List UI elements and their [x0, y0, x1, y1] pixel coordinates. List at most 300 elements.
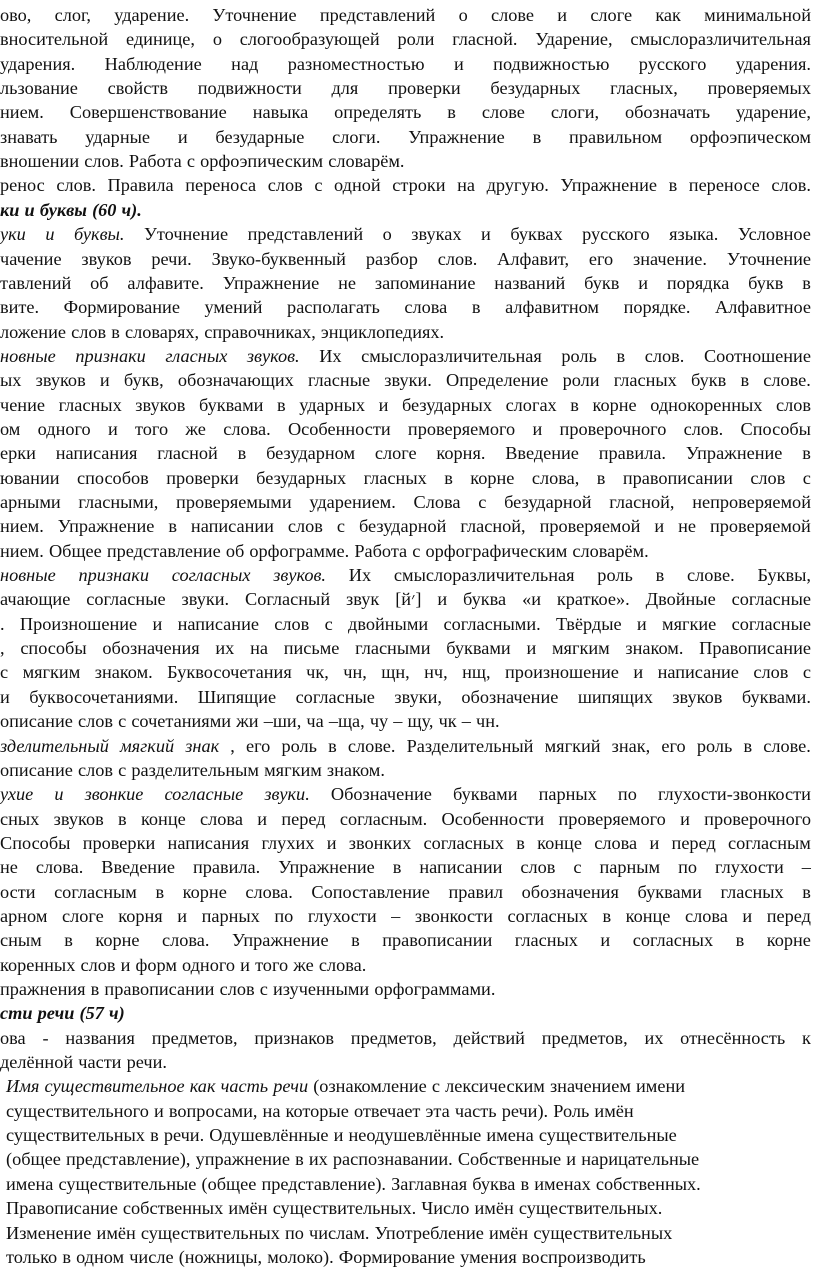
word: умений	[204, 297, 263, 318]
word: «и	[522, 589, 541, 610]
word: слов.	[437, 248, 478, 269]
word: молоко).	[267, 1246, 334, 1267]
word: и	[638, 272, 648, 293]
word: букв	[691, 370, 727, 391]
word: новные	[0, 345, 56, 366]
text-line	[6, 1098, 811, 1124]
word: в	[740, 370, 750, 391]
word: Употребление	[374, 1222, 484, 1243]
word: речи).	[501, 1100, 549, 1121]
word: в	[168, 516, 177, 537]
word: в	[743, 735, 753, 756]
word: имён	[488, 1222, 529, 1243]
word: обозначения	[521, 881, 619, 902]
word: и	[481, 224, 491, 245]
word: вопросами,	[168, 1100, 258, 1121]
word: слогах	[505, 394, 557, 415]
word: корня	[118, 905, 163, 926]
word: существительных.	[272, 1198, 417, 1219]
word: написании	[190, 516, 274, 537]
word: одной	[334, 175, 381, 196]
word: слов	[287, 516, 323, 537]
word: проверки	[166, 467, 239, 488]
word: единице,	[126, 29, 195, 50]
word: знаком.	[94, 662, 153, 683]
word: слоге	[61, 905, 104, 926]
word: и	[99, 370, 110, 391]
word: корне	[592, 394, 637, 415]
word: предметов,	[350, 1027, 437, 1048]
word: слов.	[84, 151, 124, 172]
word: слог,	[54, 5, 91, 25]
word: –ща,	[328, 711, 365, 732]
word: о	[212, 29, 222, 50]
word: в	[516, 832, 525, 853]
text-line	[0, 1049, 811, 1075]
word: слов	[77, 759, 113, 780]
word: согласным.	[339, 808, 428, 829]
word: чн.	[476, 711, 500, 732]
word: безударном	[266, 443, 356, 464]
text-line	[0, 26, 811, 52]
word: и	[557, 5, 568, 25]
word: признаки	[75, 345, 146, 366]
word: справочниках,	[204, 321, 316, 342]
word: и	[257, 808, 268, 829]
word: и	[326, 832, 337, 853]
word: значение.	[633, 248, 707, 269]
word: орфографическим	[425, 540, 568, 561]
word: проверяемой	[539, 516, 641, 537]
text-line	[0, 392, 811, 418]
text-line	[0, 2, 811, 28]
word: Звуко-буквенный	[211, 248, 346, 269]
word: чн,	[343, 662, 367, 683]
word: Работа	[354, 540, 408, 561]
word: –	[391, 905, 401, 926]
text-line	[0, 513, 811, 539]
word: собственных	[122, 1198, 224, 1219]
word: в	[616, 345, 626, 366]
word: их	[644, 1027, 664, 1048]
word: –	[393, 711, 403, 732]
word: согласных	[632, 930, 714, 951]
word: в	[277, 394, 286, 415]
word: речи.	[163, 1125, 205, 1146]
word: нием.	[0, 540, 44, 561]
text-line	[0, 343, 811, 369]
word: роль	[696, 735, 733, 756]
word: Совершенствование	[69, 102, 227, 123]
word: сочетаниями	[131, 711, 232, 732]
word: об	[225, 540, 245, 561]
word: и	[532, 418, 543, 439]
word: слоге	[374, 443, 417, 464]
word: Упражнение	[278, 857, 375, 878]
word: с	[802, 662, 811, 683]
word: в	[150, 1125, 159, 1146]
word: их	[308, 1149, 328, 1170]
text-line	[6, 1195, 811, 1221]
word: Особенности	[441, 808, 545, 829]
word: словарём.	[328, 151, 405, 172]
word: букв	[748, 272, 784, 293]
word: мягкий	[120, 735, 175, 756]
word: безударных	[401, 394, 492, 415]
word: имён	[594, 1100, 634, 1121]
word: описание	[0, 759, 73, 780]
text-line	[0, 148, 811, 174]
word: о	[458, 5, 468, 25]
word: в	[471, 297, 481, 318]
word: и	[453, 53, 464, 74]
word: роль	[281, 735, 317, 756]
word: слова.	[35, 857, 84, 878]
word: гласных	[514, 930, 578, 951]
word: и	[742, 905, 753, 926]
word: речи.	[151, 248, 192, 269]
word: слов.	[56, 175, 96, 196]
word: в	[351, 930, 360, 951]
text-line	[0, 903, 811, 929]
word: звонкости	[414, 905, 493, 926]
word: по	[617, 784, 637, 805]
word: написания	[167, 832, 250, 853]
word: гласной,	[609, 492, 675, 512]
word: Правописание	[699, 638, 811, 659]
word: чк	[438, 711, 457, 732]
word: слов	[274, 613, 310, 634]
word: -	[42, 1027, 49, 1048]
word: представление	[106, 540, 221, 561]
word: Особенности	[287, 418, 391, 439]
word: в	[655, 565, 665, 586]
word: слова.	[318, 954, 367, 975]
word: слов	[775, 394, 811, 415]
word: по	[284, 1222, 304, 1243]
word: и	[636, 613, 647, 634]
word: орфоэпическом	[689, 126, 811, 147]
word: и	[177, 905, 188, 926]
text-line	[0, 99, 811, 125]
word: значением	[549, 1076, 631, 1097]
word: Правописание	[6, 1198, 118, 1219]
word: с	[118, 759, 127, 780]
word: в	[570, 394, 579, 415]
word: ча	[306, 711, 324, 732]
word: ударных	[299, 394, 366, 415]
word: безударных	[490, 78, 581, 99]
word: буквами	[198, 394, 264, 415]
word: слова,	[531, 467, 580, 488]
text-line	[6, 1073, 811, 1099]
word: звуков	[35, 370, 86, 391]
text-line	[6, 1220, 811, 1246]
word: Буквосочетания	[167, 662, 292, 683]
text-line	[0, 611, 811, 637]
word: предметов,	[151, 1027, 238, 1048]
word: Одушевлённые	[209, 1125, 329, 1146]
word: собственных.	[595, 1173, 701, 1194]
word: и	[240, 954, 250, 975]
word: знак	[185, 735, 220, 756]
word: безударные	[215, 126, 305, 147]
word: ова	[0, 1027, 26, 1048]
word: –	[801, 857, 811, 878]
word: речи	[37, 1003, 75, 1024]
word: Уточнение	[143, 224, 229, 245]
text-line	[0, 294, 811, 320]
word: гласных	[165, 345, 228, 366]
word: написание	[177, 613, 259, 634]
text-line	[0, 952, 811, 978]
word: существительных	[6, 1125, 145, 1146]
text-line	[0, 806, 811, 832]
word: Обозначение	[330, 784, 432, 805]
word: согласных	[507, 905, 588, 926]
word: способы	[20, 638, 87, 659]
word: звуков	[81, 248, 132, 269]
word: на	[457, 175, 476, 196]
word: с	[478, 492, 487, 512]
word: чк,	[306, 662, 329, 683]
word: действий	[453, 1027, 525, 1048]
word: имён	[474, 1198, 514, 1219]
word: русского	[638, 53, 707, 74]
word: и	[177, 126, 188, 147]
text-line	[0, 465, 811, 491]
word: ом	[0, 418, 21, 439]
word: обозначающих	[177, 370, 294, 391]
word: его	[661, 735, 686, 756]
word: ,	[230, 735, 235, 756]
word: краткое».	[556, 589, 630, 610]
word: смыслоразличительная	[361, 345, 542, 366]
word: согласным	[54, 881, 137, 902]
text-line	[0, 1000, 811, 1026]
word: в	[295, 1149, 304, 1170]
word: Определение	[446, 370, 549, 391]
word: вношении	[0, 151, 80, 172]
word: же	[185, 418, 206, 439]
word: порядка	[666, 272, 730, 293]
word: Формирование	[338, 1246, 456, 1267]
word: жи	[236, 711, 259, 732]
word: сным	[0, 930, 42, 951]
word: однокоренных	[650, 394, 763, 415]
word: гласными,	[78, 492, 159, 512]
text-line	[0, 781, 811, 807]
word: описание	[0, 711, 73, 732]
word: чу	[369, 711, 389, 732]
word: порядке.	[623, 297, 691, 318]
word: имени	[636, 1076, 686, 1097]
word: перед	[281, 808, 326, 829]
word: проверки	[82, 832, 156, 853]
word: и	[153, 1100, 164, 1121]
word: чачение	[0, 248, 62, 269]
word: правописании	[382, 930, 493, 951]
word: Способы	[740, 418, 811, 439]
word: корне	[766, 930, 811, 951]
word: именах	[534, 1173, 591, 1194]
word: роли	[397, 29, 435, 50]
word: Двойные	[645, 589, 716, 610]
text-line	[0, 489, 811, 515]
word: –	[461, 711, 471, 732]
word: того	[255, 954, 289, 975]
word: Число	[421, 1198, 470, 1219]
word: согласные	[731, 613, 811, 634]
word: разделительным	[131, 759, 259, 780]
word: отнесённость	[680, 1027, 786, 1048]
text-line	[0, 879, 811, 905]
word: звонкие	[84, 784, 144, 805]
word: в	[155, 881, 165, 902]
word: часть	[454, 1100, 497, 1121]
word: роль	[561, 345, 597, 366]
word: роли	[562, 370, 600, 391]
word: буквами	[637, 881, 702, 902]
word: как	[655, 5, 681, 25]
text-line	[0, 684, 811, 710]
word: только	[6, 1246, 58, 1267]
word: представление),	[65, 1149, 191, 1170]
word: мягким	[22, 662, 81, 683]
text-line	[0, 586, 811, 612]
word: определять	[334, 102, 422, 123]
word: гласной	[157, 443, 218, 464]
word: слов.	[644, 345, 685, 366]
word: делённой	[0, 1052, 74, 1073]
word: слов.	[683, 418, 724, 439]
word: и	[107, 418, 118, 439]
word: и	[24, 199, 35, 220]
word: нарицательные	[581, 1149, 700, 1170]
word: и	[437, 589, 448, 610]
word: о	[382, 224, 392, 245]
word: смыслоразличительная	[630, 29, 811, 50]
word: конце	[625, 905, 671, 926]
word: и	[0, 686, 10, 707]
word: существительные	[538, 1125, 677, 1146]
word: звуков	[672, 686, 723, 707]
word: ударные	[85, 126, 151, 147]
word: ости	[0, 881, 36, 902]
word: букв	[584, 272, 620, 293]
word: согласные	[86, 589, 166, 610]
word: распознавании.	[332, 1149, 453, 1170]
word: Упражнение	[408, 126, 505, 147]
word: словарём.	[572, 540, 649, 561]
word: ч).	[121, 199, 142, 220]
word: по	[678, 857, 698, 878]
text-line	[0, 75, 811, 101]
word: слов	[750, 467, 786, 488]
word: над	[231, 53, 259, 74]
word: гласных	[363, 467, 427, 488]
word: свойств	[107, 78, 168, 99]
word: с	[412, 540, 421, 561]
word: буквами	[453, 784, 518, 805]
word: Упражнение	[57, 516, 155, 537]
word: и	[526, 638, 537, 659]
word: правила.	[192, 857, 261, 878]
word: непроверяемой	[692, 492, 811, 512]
word: обозначение	[461, 686, 559, 707]
text-line	[0, 270, 811, 296]
word: переноса	[185, 175, 257, 196]
word: того	[135, 418, 169, 439]
word: одном	[76, 1246, 125, 1267]
word: буквами.	[741, 686, 811, 707]
word: согласные	[164, 784, 244, 805]
word: безударной	[358, 516, 447, 537]
text-line	[0, 51, 811, 77]
word: способов	[76, 467, 149, 488]
word: ударения.	[0, 53, 76, 74]
word: правил	[448, 881, 504, 902]
word: новные	[0, 565, 56, 586]
word: (ознакомление	[313, 1076, 427, 1097]
word: Их	[319, 345, 342, 366]
word: слова	[404, 297, 448, 318]
text-line	[6, 1122, 811, 1148]
word: части	[78, 1052, 122, 1073]
word: воспроизводить	[521, 1246, 646, 1267]
word: слова.	[162, 930, 210, 951]
word: Согласный	[245, 589, 331, 610]
word: Условное	[737, 224, 811, 245]
word: согласным	[728, 832, 811, 853]
word: .	[0, 613, 5, 634]
word: вите.	[0, 297, 40, 318]
word: другую.	[486, 175, 549, 196]
word: согласные	[295, 686, 375, 707]
word: не	[338, 272, 357, 293]
word: алфавитном	[505, 297, 599, 318]
word: звуков.	[246, 345, 300, 366]
word: звуков.	[273, 565, 326, 586]
word: мягким	[551, 638, 610, 659]
word: парных	[201, 905, 260, 926]
word: правильном	[569, 126, 663, 147]
word: щу,	[407, 711, 434, 732]
word: проверяемого	[407, 418, 516, 439]
word: сти	[0, 1003, 33, 1024]
word: льзование	[0, 78, 78, 99]
word: гласных,	[610, 78, 678, 99]
word: представление).	[261, 1173, 386, 1194]
text-line	[0, 830, 811, 856]
word: корне	[95, 930, 140, 951]
word: в	[392, 857, 402, 878]
word: алфавите.	[127, 272, 204, 293]
word: звонких	[348, 832, 412, 853]
word: Формирование	[63, 297, 180, 318]
word: представлений	[319, 5, 436, 25]
word: числе	[129, 1246, 174, 1267]
word: Шипящие	[197, 686, 277, 707]
word: звук	[346, 589, 380, 610]
word: произношение	[505, 662, 619, 683]
word: гласной,	[460, 516, 526, 537]
word: слов	[267, 175, 303, 196]
word: с	[573, 857, 582, 878]
word: которые	[285, 1100, 349, 1121]
word: и	[378, 394, 389, 415]
word: слова.	[223, 418, 271, 439]
